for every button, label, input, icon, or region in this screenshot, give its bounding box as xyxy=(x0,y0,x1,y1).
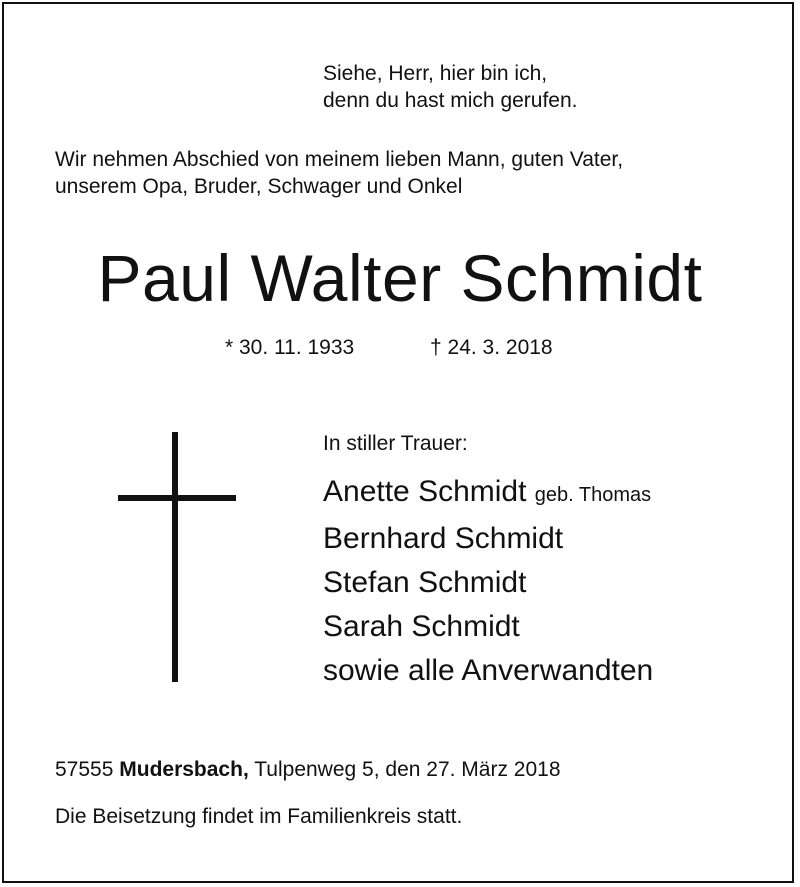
birth-date: * 30. 11. 1933 xyxy=(225,336,355,359)
death-date: † 24. 3. 2018 xyxy=(430,336,553,359)
cross-horizontal-bar xyxy=(118,495,236,501)
bible-verse xyxy=(323,60,578,114)
mourner-wife xyxy=(323,470,653,517)
address-postcode: 57555 xyxy=(55,758,114,781)
address-rest: Tulpenweg 5, den 27. März 2018 xyxy=(254,758,561,781)
mourner-son-2: Stefan Schmidt xyxy=(323,566,527,599)
cross-vertical-bar xyxy=(172,432,178,682)
funeral-note: Die Beisetzung findet im Familienkreis statt. xyxy=(55,805,463,828)
mourner-wife-name: Anette Schmidt xyxy=(323,475,527,508)
mourner-relatives: sowie alle Anverwandten xyxy=(323,654,654,687)
mourner-wife-birth-name: geb. Thomas xyxy=(534,484,652,506)
farewell-intro xyxy=(55,146,623,200)
address-town: Mudersbach, xyxy=(119,758,249,781)
mourner-daughter: Sarah Schmidt xyxy=(323,610,520,643)
address-line xyxy=(55,756,561,784)
intro-line-1: Wir nehmen Abschied von meinem lieben Mann, guten Vater, xyxy=(55,148,624,171)
mourning-label: In stiller Trauer: xyxy=(323,432,468,455)
deceased-name: Paul Walter Schmidt xyxy=(97,241,703,315)
verse-line-2: denn du hast mich gerufen. xyxy=(323,89,578,112)
mourner-son-1: Bernhard Schmidt xyxy=(323,522,564,555)
verse-line-1: Siehe, Herr, hier bin ich, xyxy=(323,62,548,85)
intro-line-2: unserem Opa, Bruder, Schwager und Onkel xyxy=(55,175,463,198)
mourners-list xyxy=(323,470,653,693)
